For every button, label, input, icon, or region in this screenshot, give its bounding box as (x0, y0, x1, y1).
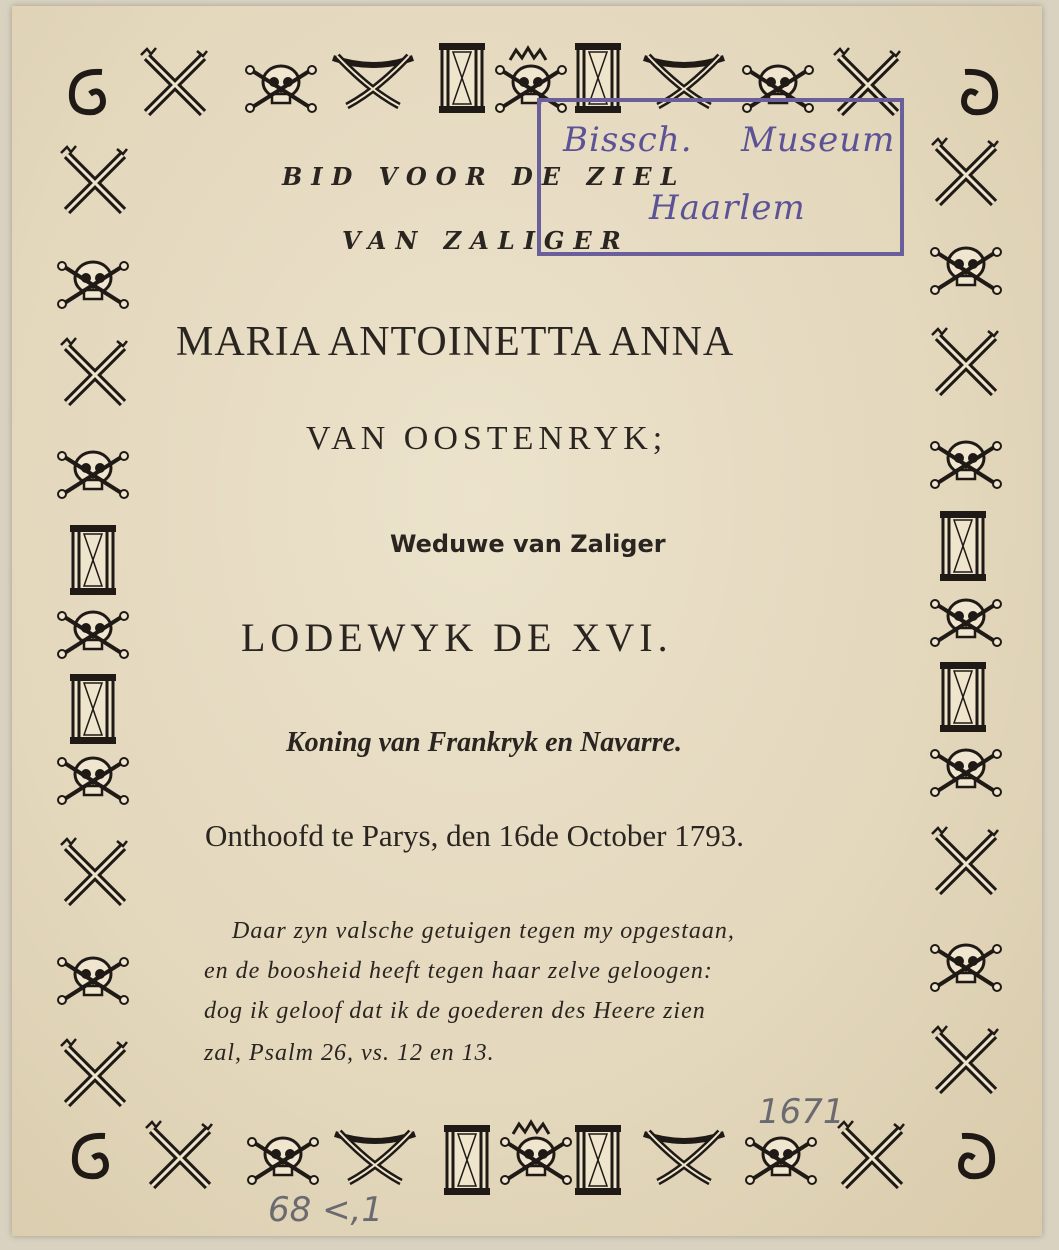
stamp-line-bissch: Bissch. (563, 120, 693, 160)
pencil-number-annotation: 1671 (758, 1092, 845, 1132)
verse-line: dog ik geloof dat ik de goederen des Heere zien (204, 998, 706, 1024)
deceased-name: MARIA ANTOINETTA ANNA (176, 319, 735, 365)
verse-line: Daar zyn valsche getuigen tegen my opgestaan, (232, 918, 735, 944)
deceased-origin: VAN OOSTENRYK; (306, 420, 668, 457)
pencil-shelfmark-annotation: 68 <,1 (268, 1190, 383, 1230)
widow-line: Weduwe van Zaliger (390, 530, 666, 558)
verse-line: zal, Psalm 26, vs. 12 en 13. (204, 1040, 495, 1066)
death-line: Onthoofd te Parys, den 16de October 1793. (205, 818, 744, 853)
husband-name: LODEWYK DE XVI. (241, 615, 673, 660)
stamp-line-museum: Museum (741, 120, 896, 160)
husband-title: Koning van Frankryk en Navarre. (286, 727, 682, 758)
stamp-line-haarlem: Haarlem (649, 188, 806, 228)
heading-van-zaliger: VAN ZALIGER (342, 226, 630, 255)
verse-line: en de boosheid heeft tegen haar zelve geloogen: (204, 958, 713, 984)
heading-bid-voor-de-ziel: BID VOOR DE ZIEL (282, 162, 687, 191)
